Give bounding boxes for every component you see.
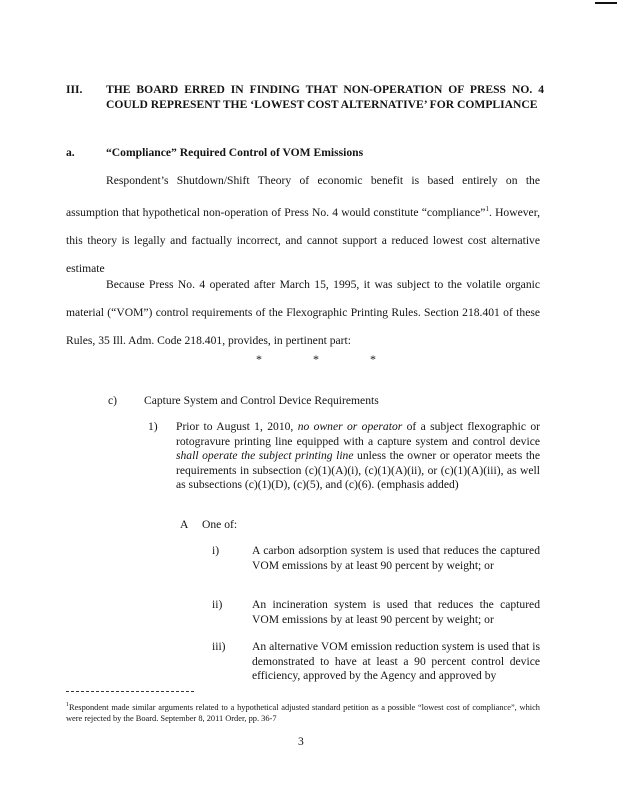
item-text: A carbon adsorption system is used that reduces the captured VOM emissions by at least 90 percent by weight; or xyxy=(252,544,540,572)
paragraph-shutdown-theory xyxy=(66,167,540,283)
paragraph-vom-rules xyxy=(66,271,540,355)
subsection-number: a. xyxy=(66,146,75,159)
text-run: unless the owner or operator meets the requirements in subsection (c)(1)(A)(i), (c)(1)(A)(ii), or (c)(1)(A)(iii), as well as subsections (c)(1)(D), (c)(5), and (c)(6). (emphasis added) xyxy=(176,449,540,491)
page-number: 3 xyxy=(298,735,304,748)
footnote-text: Respondent made similar arguments related to a hypothetical adjusted standard petition as a possible “lowest cost of compliance”, which were rejected by the Board. September 8, 2011 Order, pp. 36-7 xyxy=(66,702,540,723)
emphasis-text: shall operate the subject printing line xyxy=(176,449,354,462)
ellipsis-asterisks xyxy=(256,352,376,367)
item-text: One of: xyxy=(202,518,238,531)
footnote-divider xyxy=(66,691,194,692)
item-text: An alternative VOM emission reduction system is used that is demonstrated to have at least a 90 percent control device efficiency, approved by the Agency and approved by xyxy=(252,640,540,682)
corner-scan-mark xyxy=(595,2,617,4)
item-label: ii) xyxy=(212,598,223,611)
item-text xyxy=(176,420,540,493)
text-run: of a subject flexographic or rotogravure printing line equipped with a capture system and control device xyxy=(176,420,540,448)
subsection-title: “Compliance” Required Control of VOM Emissions xyxy=(106,146,364,159)
footnote-marker: 1 xyxy=(66,702,69,708)
paragraph-text: Because Press No. 4 operated after March 15, 1995, it was subject to the volatile organic material (“VOM”) control requirements of the Flexographic Printing Rules. Section 218.401 of these Rules, 35 Ill. Adm. Code 218.401, provides, in pertinent part: xyxy=(66,278,540,347)
text-run: Prior to August 1, 2010, xyxy=(176,420,298,433)
item-label: i) xyxy=(212,544,220,557)
asterisk: * xyxy=(370,352,376,366)
emphasis-text: no owner or operator xyxy=(297,420,403,433)
paragraph-text: . However, this theory is legally and factually incorrect, and cannot support a reduced lowest cost alternative estimate xyxy=(66,205,540,275)
section-title: THE BOARD ERRED IN FINDING THAT NON-OPERATION OF PRESS NO. 4 COULD REPRESENT THE ‘LOWEST COST ALTERNATIVE’ FOR COMPLIANCE xyxy=(106,83,544,111)
item-text: Capture System and Control Device Requirements xyxy=(144,394,379,407)
asterisk: * xyxy=(256,352,262,366)
item-text: An incineration system is used that reduces the captured VOM emissions by at least 90 percent by weight; or xyxy=(252,598,540,626)
item-label: A xyxy=(180,518,189,531)
item-label: iii) xyxy=(212,640,226,653)
asterisk: * xyxy=(313,352,319,366)
section-number: III. xyxy=(66,83,83,96)
footnote xyxy=(66,700,540,724)
item-label: c) xyxy=(108,394,118,407)
item-label: 1) xyxy=(148,420,158,433)
footnote-reference: 1 xyxy=(485,205,489,213)
paragraph-text: Respondent’s Shutdown/Shift Theory of economic benefit is based entirely on the assumption that hypothetical non-operation of Press No. 4 would constitute “compliance” xyxy=(66,174,540,219)
